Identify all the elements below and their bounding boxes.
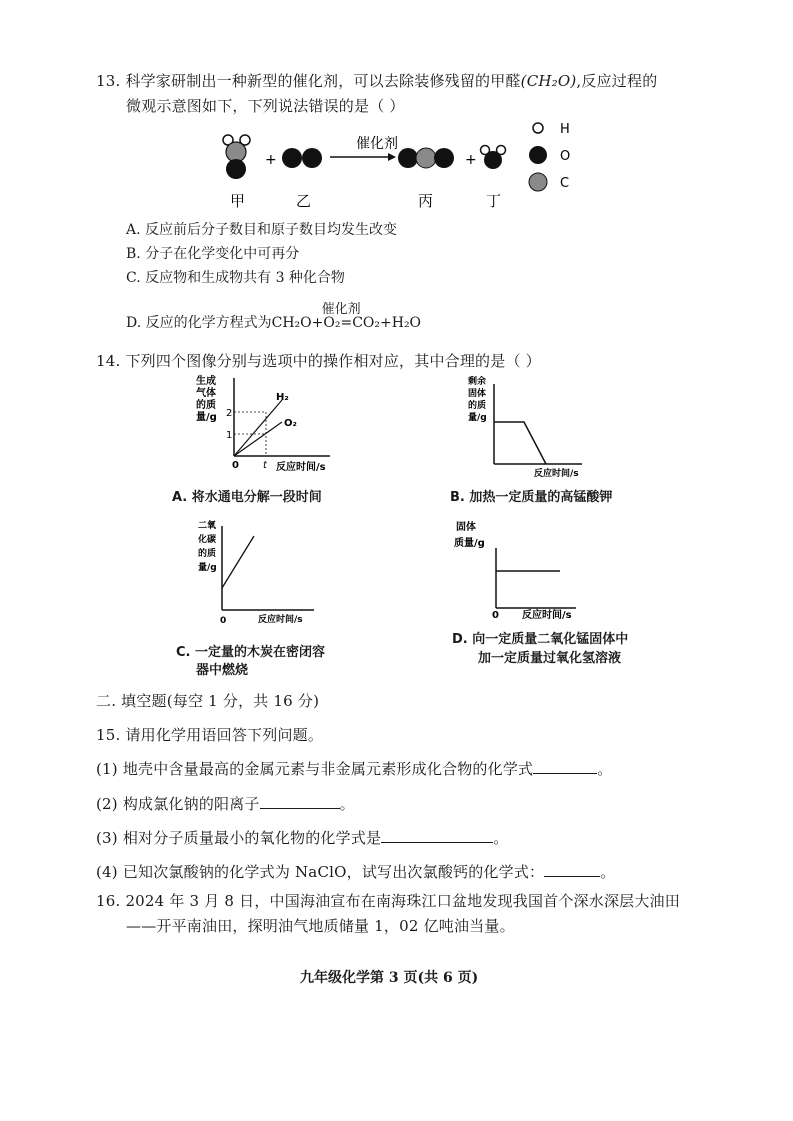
graph-c-caption-2: 器中燃烧 bbox=[196, 663, 249, 678]
graph-c-ylabel-3: 的质 bbox=[198, 549, 217, 559]
q15-item-1-end: 。 bbox=[597, 760, 613, 778]
q15-line bbox=[96, 724, 323, 745]
molecule-yi bbox=[282, 148, 322, 168]
graph-c-origin: 0 bbox=[220, 616, 227, 626]
graph-a-caption: A. 将水通电分解一段时间 bbox=[172, 490, 322, 505]
q14-line bbox=[96, 350, 541, 371]
plus-sign-1: + bbox=[265, 152, 277, 168]
graph-b-ylabel-1: 剩余 bbox=[468, 377, 487, 387]
graph-a-ylabel-1: 生成 bbox=[196, 376, 216, 387]
label-yi: 乙 bbox=[296, 192, 312, 210]
graph-d-xlabel: 反应时间/s bbox=[522, 610, 572, 621]
graph-b-ylabel-2: 固体 bbox=[468, 389, 487, 399]
q16-text-line2: ——开平南油田，探明油气地质储量 1，02 亿吨油当量。 bbox=[126, 917, 515, 935]
q16-number: 16. bbox=[96, 892, 121, 910]
graph-b-curve bbox=[494, 422, 546, 464]
graph-d-origin: 0 bbox=[492, 610, 499, 621]
o-atom bbox=[398, 148, 418, 168]
graph-d bbox=[452, 518, 632, 626]
q13-option-d-formula: CH₂O+O₂=CO₂+H₂O bbox=[271, 315, 422, 331]
q15-item-3 bbox=[96, 827, 508, 848]
plus-sign-2: + bbox=[465, 152, 477, 168]
graph-c-curve bbox=[222, 536, 254, 588]
graph-b-ylabel-3: 的质 bbox=[468, 401, 487, 411]
q13-formula: (CH₂O) bbox=[520, 72, 577, 90]
graph-b-ylabel-4: 量/g bbox=[468, 413, 487, 423]
graph-b bbox=[460, 374, 630, 486]
q15-item-1-text: (1) 地壳中含量最高的金属元素与非金属元素形成化合物的化学式 bbox=[96, 760, 534, 778]
graph-c-caption-1: C. 一定量的木炭在密闭容 bbox=[176, 645, 326, 660]
graph-a-ylabel-3: 的质 bbox=[196, 400, 216, 411]
graph-c-ylabel-2: 化碳 bbox=[198, 535, 217, 545]
page-footer: 九年级化学第 3 页(共 6 页) bbox=[300, 970, 479, 986]
q15-item-4-end: 。 bbox=[600, 863, 616, 881]
q15-item-4-blank[interactable] bbox=[544, 862, 600, 877]
graph-d-ylabel-2: 质量/g bbox=[454, 538, 485, 549]
q16-text-line1: 2024 年 3 月 8 日，中国海油宣布在南海珠江口盆地发现我国首个深水深层大油田 bbox=[125, 892, 680, 910]
label-bing: 丙 bbox=[418, 192, 434, 210]
q13-option-b: B. 分子在化学变化中可再分 bbox=[126, 246, 300, 262]
graph-d-caption-2: 加一定质量过氧化氢溶液 bbox=[478, 651, 622, 666]
q13-option-a: A. 反应前后分子数目和原子数目均发生改变 bbox=[126, 222, 398, 238]
graph-d-svg bbox=[452, 518, 632, 622]
o-atom bbox=[302, 148, 322, 168]
graph-c-ylabel-4: 量/g bbox=[198, 563, 217, 573]
q15-item-2-text: (2) 构成氯化钠的阳离子 bbox=[96, 795, 260, 813]
molecule-jia bbox=[223, 135, 250, 179]
label-jia: 甲 bbox=[230, 192, 246, 210]
q15-stem: 请用化学用语回答下列问题。 bbox=[125, 726, 324, 744]
graph-a-ytick-1: 1 bbox=[226, 430, 233, 441]
q15-item-3-end: 。 bbox=[493, 829, 509, 847]
reaction-svg bbox=[210, 118, 590, 213]
q15-item-1 bbox=[96, 758, 612, 779]
o-atom bbox=[226, 159, 246, 179]
label-ding: 丁 bbox=[486, 192, 502, 210]
molecule-bing bbox=[398, 148, 454, 168]
q13-stem-line1-end: ,反应过程的 bbox=[576, 72, 658, 90]
q15-item-3-blank[interactable] bbox=[381, 828, 493, 843]
q15-item-2 bbox=[96, 793, 355, 814]
c-atom bbox=[416, 148, 436, 168]
graph-c-xlabel: 反应时间/s bbox=[258, 615, 303, 625]
graph-c bbox=[194, 518, 364, 634]
graph-a-o2-label: O₂ bbox=[284, 418, 297, 429]
o-atom bbox=[434, 148, 454, 168]
q13-stem-line1: 科学家研制出一种新型的催化剂，可以去除装修残留的甲醛 bbox=[125, 72, 521, 90]
q13-stem-line2: 微观示意图如下，下列说法错误的是（ ） bbox=[126, 97, 405, 115]
o-atom bbox=[484, 151, 502, 169]
q13-option-d bbox=[126, 302, 422, 332]
q14-stem: 下列四个图像分别与选项中的操作相对应，其中合理的是（ ） bbox=[125, 352, 541, 370]
graph-b-caption: B. 加热一定质量的高锰酸钾 bbox=[450, 490, 613, 505]
reaction-arrow-head bbox=[388, 153, 396, 161]
q14-number: 14. bbox=[96, 352, 121, 370]
q13-option-d-prefix: D. 反应的化学方程式为 bbox=[126, 315, 272, 331]
atom-legend bbox=[529, 122, 570, 191]
o-atom bbox=[282, 148, 302, 168]
legend-c: C bbox=[560, 176, 570, 191]
q16-line1 bbox=[96, 890, 680, 911]
legend-h: H bbox=[560, 122, 570, 137]
catalyst-label: 催化剂 bbox=[356, 136, 398, 152]
q13-number: 13. bbox=[96, 72, 121, 90]
graph-a bbox=[190, 372, 370, 484]
legend-o: O bbox=[560, 149, 571, 164]
graph-d-caption-1: D. 向一定质量二氧化锰固体中 bbox=[452, 632, 629, 647]
graph-a-ylabel-2: 气体 bbox=[196, 388, 216, 399]
graph-b-xlabel: 反应时间/s bbox=[534, 469, 579, 479]
graph-a-ylabel-4: 量/g bbox=[196, 412, 217, 423]
graph-a-xtick-t: t bbox=[263, 460, 267, 471]
q15-item-3-text: (3) 相对分子质量最小的氧化物的化学式是 bbox=[96, 829, 382, 847]
legend-h-icon bbox=[533, 123, 543, 133]
q13-line1 bbox=[96, 70, 657, 91]
q15-item-2-end: 。 bbox=[339, 795, 355, 813]
section2-title: 二. 填空题(每空 1 分，共 16 分) bbox=[96, 692, 320, 710]
q15-item-4 bbox=[96, 861, 615, 882]
q15-item-1-blank[interactable] bbox=[533, 759, 597, 774]
q15-number: 15. bbox=[96, 726, 121, 744]
graph-a-h2-label: H₂ bbox=[276, 392, 289, 403]
graph-d-ylabel-1: 固体 bbox=[456, 522, 476, 533]
graph-a-h2-line bbox=[234, 400, 282, 456]
molecule-ding bbox=[481, 146, 506, 170]
graph-a-svg bbox=[190, 372, 370, 480]
q15-item-2-blank[interactable] bbox=[260, 794, 340, 809]
q15-item-4-text: (4) 已知次氯酸钠的化学式为 NaClO，试写出次氯酸钙的化学式： bbox=[96, 863, 545, 881]
graph-a-xlabel: 反应时间/s bbox=[276, 462, 326, 473]
q13-reaction-diagram bbox=[210, 118, 590, 213]
q13-option-d-catalyst: 催化剂 bbox=[321, 302, 361, 317]
graph-a-ytick-2: 2 bbox=[226, 408, 233, 419]
graph-a-origin: 0 bbox=[232, 460, 239, 471]
graph-c-svg bbox=[194, 518, 364, 630]
legend-c-icon bbox=[529, 173, 547, 191]
graph-b-svg bbox=[460, 374, 630, 482]
legend-o-icon bbox=[529, 146, 547, 164]
q13-option-c: C. 反应物和生成物共有 3 种化合物 bbox=[126, 270, 345, 286]
graph-c-ylabel-1: 二氧 bbox=[198, 521, 217, 531]
q13-option-d-equation bbox=[271, 302, 422, 331]
